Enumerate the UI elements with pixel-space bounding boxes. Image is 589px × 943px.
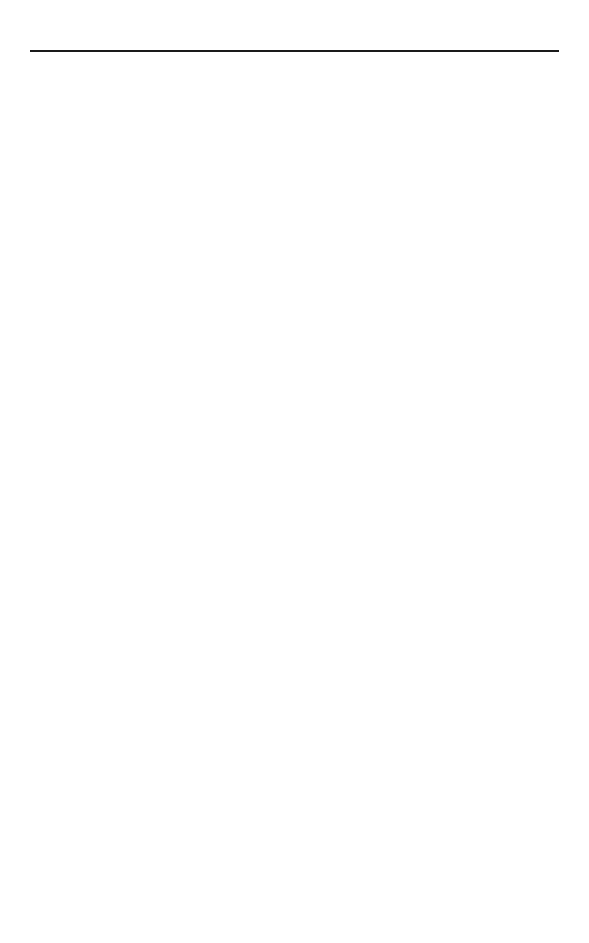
running-header bbox=[30, 28, 559, 52]
